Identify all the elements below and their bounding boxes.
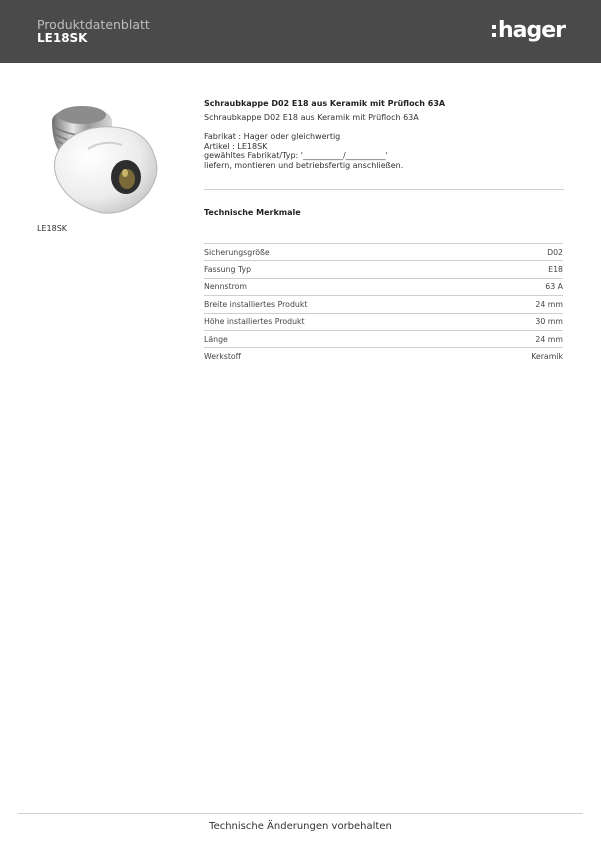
characteristics-table <box>204 243 563 365</box>
row-value: 24 mm <box>535 334 563 344</box>
logo-text: hager <box>498 18 566 43</box>
table-row <box>204 330 563 347</box>
row-label: Nennstrom <box>204 282 248 292</box>
product-code: LE18SK <box>37 31 88 45</box>
table-row <box>204 295 563 312</box>
footer-text: Technische Änderungen vorbehalten <box>209 821 392 832</box>
row-label: Höhe installiertes Produkt <box>204 317 305 327</box>
spec-line: Fabrikat : Hager oder gleichwertig <box>204 132 341 141</box>
row-value: Keramik <box>531 352 563 362</box>
spec-line: liefern, montieren und betriebsfertig anschließen. <box>204 160 404 170</box>
table-row <box>204 313 563 330</box>
row-label: Werkstoff <box>204 352 242 362</box>
row-value: D02 <box>547 247 563 257</box>
table-row <box>204 243 563 260</box>
row-label: Breite installiertes Produkt <box>204 299 308 309</box>
specification-text <box>204 132 403 170</box>
ceramic-body <box>54 127 156 213</box>
characteristics-title: Technische Merkmale <box>204 208 301 217</box>
section-divider <box>204 189 564 190</box>
row-label: Länge <box>204 334 228 344</box>
document-type: Produktdatenblatt <box>37 17 150 32</box>
product-subtitle: Schraubkappe D02 E18 aus Keramik mit Prüfloch 63A <box>204 113 419 122</box>
row-label: Sicherungsgröße <box>204 247 270 257</box>
header-bar <box>0 0 601 63</box>
spec-line: Artikel : LE18SK <box>204 141 268 151</box>
hager-logo <box>492 18 565 44</box>
row-value: E18 <box>548 265 563 275</box>
row-value: 30 mm <box>535 317 563 327</box>
row-value: 63 A <box>545 282 563 292</box>
row-value: 24 mm <box>535 299 563 309</box>
product-title: Schraubkappe D02 E18 aus Keramik mit Prüfloch 63A <box>204 99 446 108</box>
table-row <box>204 278 563 295</box>
spec-line: gewähltes Fabrikat/Typ: '__________/__________' <box>204 151 388 161</box>
logo-colon-icon <box>492 25 496 37</box>
table-row <box>204 260 563 277</box>
table-row <box>204 347 563 364</box>
image-caption: LE18SK <box>37 224 68 233</box>
footer-divider <box>18 813 583 814</box>
row-label: Fassung Typ <box>204 265 252 275</box>
ceramic-fuse-cap-image <box>30 93 165 218</box>
